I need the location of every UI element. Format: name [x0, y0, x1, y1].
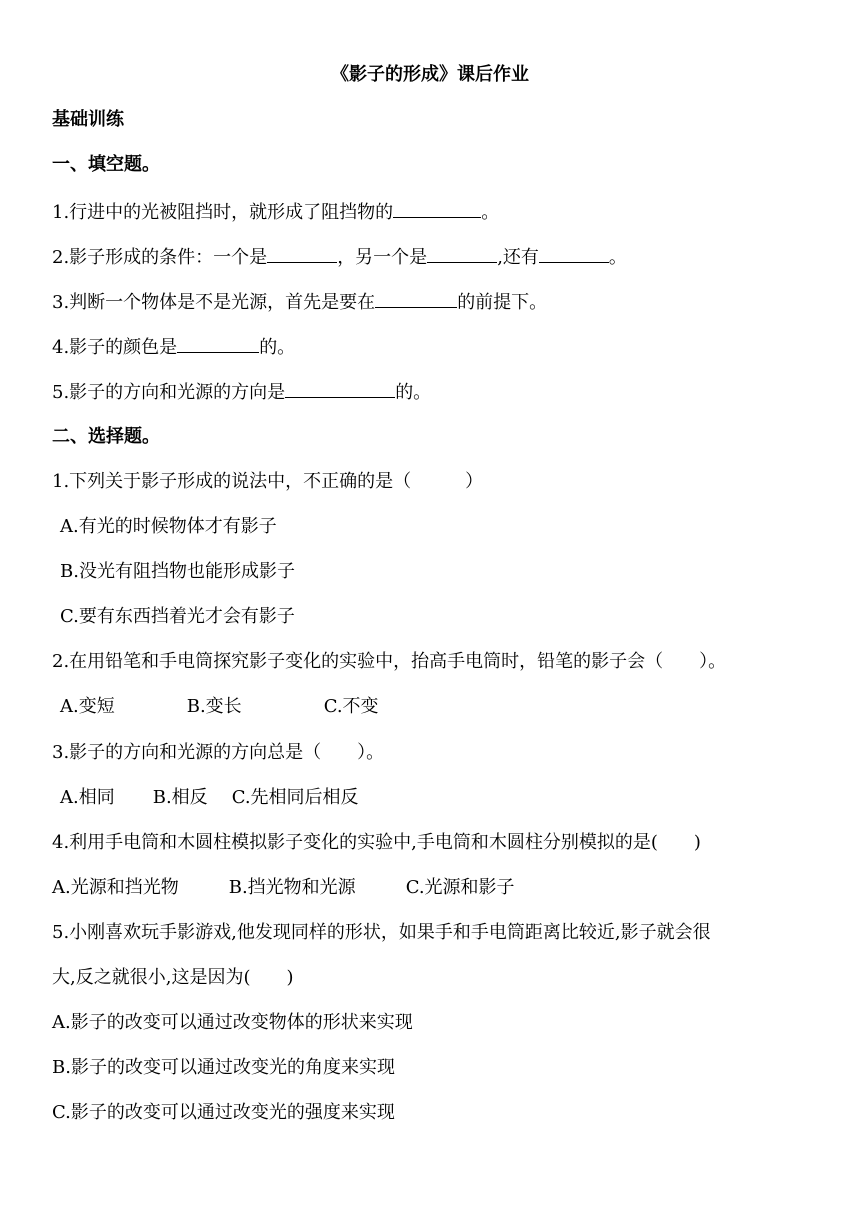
fill-q3-end: 的前提下。 [457, 292, 548, 313]
choice-q2-options [60, 695, 379, 719]
choice-q4-option-c[interactable]: C.光源和影子 [405, 877, 515, 898]
choice-question-5-stem-line-2: 大,反之就很小,这是因为( ) [52, 967, 294, 988]
fill-question-4 [52, 334, 295, 360]
fill-q5-text: 5.影子的方向和光源的方向是 [52, 382, 286, 403]
choice-question-2-stem: 2.在用铅笔和手电筒探究影子变化的实验中，抬高手电筒时，铅笔的影子会（ ）。 [52, 651, 727, 672]
fill-q1-end: 。 [481, 202, 500, 223]
page-title: 《影子的形成》课后作业 [331, 64, 529, 85]
section-basic-heading: 基础训练 [52, 109, 124, 130]
fill-q5-end: 的。 [395, 382, 432, 403]
section-fill-heading: 一、填空题。 [52, 154, 160, 175]
fill-question-5 [52, 379, 431, 405]
choice-q4-options [52, 876, 515, 900]
choice-q4-option-a[interactable]: A.光源和挡光物 [52, 877, 179, 898]
choice-q3-option-a[interactable]: A.相同 [60, 787, 115, 808]
fill-q3-blank[interactable] [375, 289, 457, 308]
section-choice-heading: 二、选择题。 [52, 426, 160, 447]
choice-question-3-stem: 3.影子的方向和光源的方向总是（ ）。 [52, 742, 385, 763]
fill-q2-text-2: ，另一个是 [337, 247, 428, 268]
choice-q5-option-c[interactable]: C.影子的改变可以通过改变光的强度来实现 [52, 1102, 395, 1123]
fill-question-1 [52, 199, 499, 225]
fill-q2-text-1: 2.影子形成的条件：一个是 [52, 247, 268, 268]
choice-q2-option-c[interactable]: C.不变 [323, 696, 379, 717]
choice-q1-option-b[interactable]: B.没光有阻挡物也能形成影子 [60, 561, 295, 582]
fill-question-2 [52, 244, 627, 270]
fill-q2-blank-3[interactable] [539, 244, 609, 263]
fill-q3-text: 3.判断一个物体是不是光源，首先是要在 [52, 292, 376, 313]
fill-q2-end: 。 [608, 247, 627, 268]
choice-q5-option-b[interactable]: B.影子的改变可以通过改变光的角度来实现 [52, 1057, 395, 1078]
fill-q4-end: 的。 [259, 337, 296, 358]
choice-question-4-stem: 4.利用手电筒和木圆柱模拟影子变化的实验中,手电筒和木圆柱分别模拟的是( ) [52, 832, 701, 853]
choice-q2-option-a[interactable]: A.变短 [60, 696, 115, 717]
choice-q5-option-a[interactable]: A.影子的改变可以通过改变物体的形状来实现 [52, 1012, 413, 1033]
fill-q4-blank[interactable] [177, 334, 259, 353]
choice-question-1-stem: 1.下列关于影子形成的说法中，不正确的是（ ） [52, 471, 484, 492]
choice-q3-option-c[interactable]: C.先相同后相反 [231, 787, 359, 808]
fill-q1-blank[interactable] [393, 199, 481, 218]
fill-q1-text: 1.行进中的光被阻挡时，就形成了阻挡物的 [52, 202, 394, 223]
fill-q2-blank-2[interactable] [427, 244, 497, 263]
choice-q3-option-b[interactable]: B.相反 [152, 787, 208, 808]
choice-question-5-stem-line-1: 5.小刚喜欢玩手影游戏,他发现同样的形状，如果手和手电筒距离比较近,影子就会很 [52, 922, 711, 943]
choice-q2-option-b[interactable]: B.变长 [186, 696, 242, 717]
choice-q1-option-a[interactable]: A.有光的时候物体才有影子 [60, 516, 277, 537]
fill-q4-text: 4.影子的颜色是 [52, 337, 178, 358]
fill-q2-blank-1[interactable] [267, 244, 337, 263]
choice-q1-option-c[interactable]: C.要有东西挡着光才会有影子 [60, 606, 295, 627]
choice-q4-option-b[interactable]: B.挡光物和光源 [228, 877, 356, 898]
fill-q2-text-3: ,还有 [497, 247, 539, 268]
fill-question-3 [52, 289, 547, 315]
choice-q3-options [60, 786, 359, 810]
fill-q5-blank[interactable] [285, 379, 395, 398]
